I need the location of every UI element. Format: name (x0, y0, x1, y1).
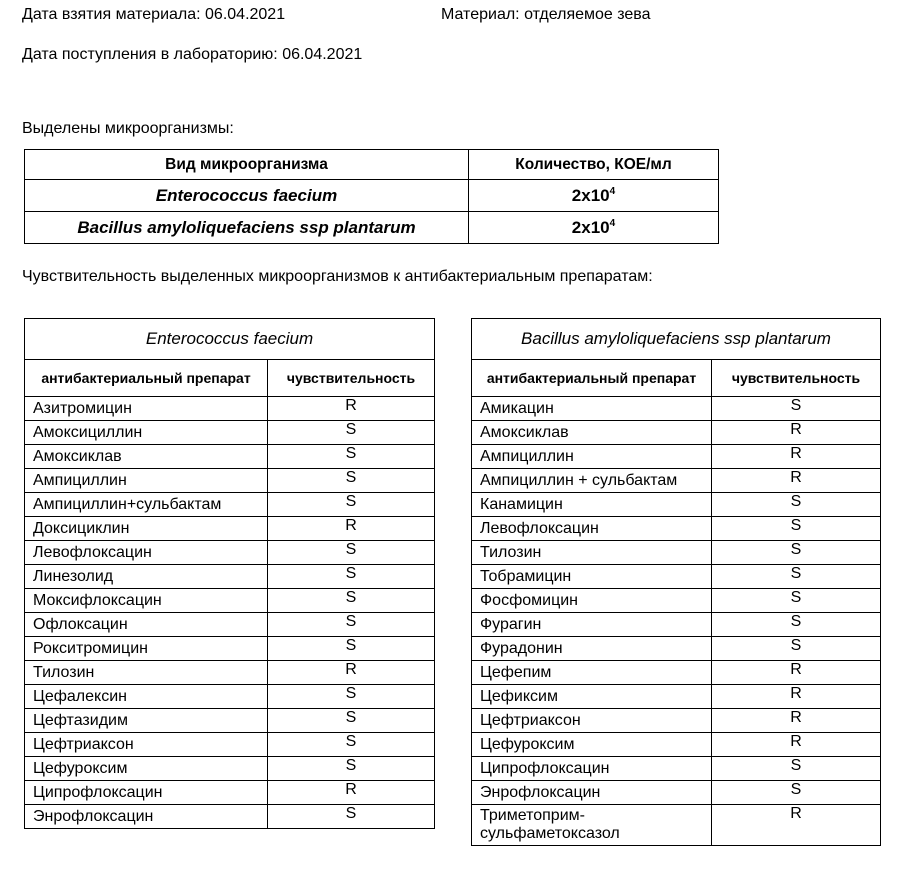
drug-name: Тилозин (472, 541, 712, 565)
organism-quantity-header: Количество, КОЕ/мл (469, 150, 719, 180)
sensitivity-column-header: чувствительность (712, 360, 881, 397)
drug-name: Цефтриаксон (25, 733, 268, 757)
drug-name: Фурадонин (472, 637, 712, 661)
table-row (472, 709, 881, 733)
table-row (472, 589, 881, 613)
table-row (472, 613, 881, 637)
organism-species-header: Вид микроорганизма (25, 150, 469, 180)
sensitivity-value: S (268, 469, 435, 493)
drug-name: Энрофлоксацин (25, 805, 268, 829)
table-row (25, 397, 435, 421)
sensitivity-value: R (712, 733, 881, 757)
quantity-base: 2x10 (571, 217, 610, 237)
drug-name: Моксифлоксацин (25, 589, 268, 613)
sensitivity-value: R (268, 661, 435, 685)
sensitivity-value: S (268, 613, 435, 637)
sensitivity-value: S (268, 541, 435, 565)
sensitivity-title: Чувствительность выделенных микроорганизмов к антибактериальным препаратам: (22, 268, 653, 285)
sensitivity-value: S (268, 805, 435, 829)
drug-name: Ципрофлоксацин (472, 757, 712, 781)
table-row (25, 661, 435, 685)
sensitivity-value: R (712, 469, 881, 493)
drug-name: Цефалексин (25, 685, 268, 709)
table-row (25, 805, 435, 829)
drug-name: Рокситромицин (25, 637, 268, 661)
drug-name: Азитромицин (25, 397, 268, 421)
drug-name: Амоксиклав (25, 445, 268, 469)
sensitivity-value: R (268, 397, 435, 421)
table-row (472, 805, 881, 846)
sensitivity-value: R (712, 805, 881, 846)
table-row (25, 493, 435, 517)
sensitivity-value: S (268, 757, 435, 781)
sensitivity-value: S (712, 541, 881, 565)
table-row (472, 397, 881, 421)
table-row (25, 637, 435, 661)
material-label: Материал: отделяемое зева (441, 6, 651, 23)
sensitivity-table-title-row (25, 319, 435, 360)
drug-name: Амоксиклав (472, 421, 712, 445)
organism-quantity (469, 180, 719, 212)
drug-name: Цефтазидим (25, 709, 268, 733)
sensitivity-table-enterococcus (24, 318, 435, 829)
organism-row (25, 180, 719, 212)
drug-name: Левофлоксацин (25, 541, 268, 565)
table-row (25, 685, 435, 709)
organisms-table-header (25, 150, 719, 180)
drug-name: Тобрамицин (472, 565, 712, 589)
drug-name: Линезолид (25, 565, 268, 589)
table-row (472, 541, 881, 565)
table-row (25, 733, 435, 757)
isolated-organisms-title: Выделены микроорганизмы: (22, 120, 234, 137)
table-row (25, 469, 435, 493)
sensitivity-value: R (268, 517, 435, 541)
drug-name: Цефуроксим (25, 757, 268, 781)
sensitivity-value: S (268, 685, 435, 709)
drug-name: Амоксициллин (25, 421, 268, 445)
quantity-exponent: 4 (609, 185, 616, 197)
drug-name: Ампициллин (25, 469, 268, 493)
sensitivity-value: S (268, 493, 435, 517)
drug-name: Ампициллин+сульбактам (25, 493, 268, 517)
table-row (472, 781, 881, 805)
table-row (472, 421, 881, 445)
drug-name: Ампициллин + сульбактам (472, 469, 712, 493)
sensitivity-value: S (268, 445, 435, 469)
sensitivity-value: S (268, 565, 435, 589)
sensitivity-table-title-row (472, 319, 881, 360)
drug-name: Левофлоксацин (472, 517, 712, 541)
sensitivity-table-bacillus (471, 318, 881, 846)
organisms-table (24, 149, 719, 244)
table-row (472, 637, 881, 661)
sensitivity-value: S (268, 421, 435, 445)
sensitivity-value: S (268, 589, 435, 613)
sensitivity-value: R (712, 709, 881, 733)
sensitivity-column-header: чувствительность (268, 360, 435, 397)
table-row (25, 541, 435, 565)
sensitivity-value: R (712, 421, 881, 445)
sensitivity-value: S (712, 781, 881, 805)
drug-name: Цефуроксим (472, 733, 712, 757)
table-row (25, 421, 435, 445)
drug-name: Офлоксацин (25, 613, 268, 637)
drug-name: Цефиксим (472, 685, 712, 709)
sensitivity-value: S (712, 613, 881, 637)
drug-column-header: антибактериальный препарат (472, 360, 712, 397)
table-row (472, 469, 881, 493)
quantity-exponent: 4 (609, 217, 616, 229)
table-row (472, 757, 881, 781)
table-row (25, 709, 435, 733)
table-row (472, 685, 881, 709)
drug-name: Фосфомицин (472, 589, 712, 613)
sensitivity-value: S (268, 733, 435, 757)
organism-row (25, 212, 719, 244)
date-received-label: Дата поступления в лабораторию: 06.04.2021 (22, 46, 363, 63)
sensitivity-value: S (268, 709, 435, 733)
sensitivity-value: S (712, 397, 881, 421)
sensitivity-value: S (712, 493, 881, 517)
table-row (25, 757, 435, 781)
sensitivity-value: S (712, 565, 881, 589)
organism-quantity (469, 212, 719, 244)
sensitivity-table-title: Enterococcus faecium (25, 319, 435, 360)
table-row (25, 445, 435, 469)
table-row (25, 517, 435, 541)
table-row (472, 733, 881, 757)
table-row (472, 661, 881, 685)
drug-name: Ципрофлоксацин (25, 781, 268, 805)
sensitivity-value: R (268, 781, 435, 805)
drug-name: Фурагин (472, 613, 712, 637)
sensitivity-table-header (25, 360, 435, 397)
sensitivity-value: S (712, 637, 881, 661)
drug-name: Доксициклин (25, 517, 268, 541)
drug-name: Триметоприм-сульфаметоксазол (472, 805, 712, 846)
quantity-base: 2x10 (571, 185, 610, 205)
drug-name: Цефтриаксон (472, 709, 712, 733)
sensitivity-value: R (712, 661, 881, 685)
drug-name: Ампициллин (472, 445, 712, 469)
drug-name: Тилозин (25, 661, 268, 685)
drug-name: Канамицин (472, 493, 712, 517)
sensitivity-value: S (712, 517, 881, 541)
sensitivity-table-header (472, 360, 881, 397)
sensitivity-value: S (712, 757, 881, 781)
table-row (25, 781, 435, 805)
drug-name: Амикацин (472, 397, 712, 421)
sensitivity-value: R (712, 445, 881, 469)
table-row (472, 565, 881, 589)
drug-name: Цефепим (472, 661, 712, 685)
table-row (472, 517, 881, 541)
table-row (25, 613, 435, 637)
sensitivity-value: S (712, 589, 881, 613)
organism-name: Bacillus amyloliquefaciens ssp plantarum (25, 212, 469, 244)
date-taken-label: Дата взятия материала: 06.04.2021 (22, 6, 286, 23)
drug-name: Энрофлоксацин (472, 781, 712, 805)
organism-name: Enterococcus faecium (25, 180, 469, 212)
table-row (25, 589, 435, 613)
sensitivity-value: S (268, 637, 435, 661)
drug-column-header: антибактериальный препарат (25, 360, 268, 397)
table-row (472, 445, 881, 469)
table-row (25, 565, 435, 589)
table-row (472, 493, 881, 517)
sensitivity-table-title: Bacillus amyloliquefaciens ssp plantarum (472, 319, 881, 360)
sensitivity-value: R (712, 685, 881, 709)
